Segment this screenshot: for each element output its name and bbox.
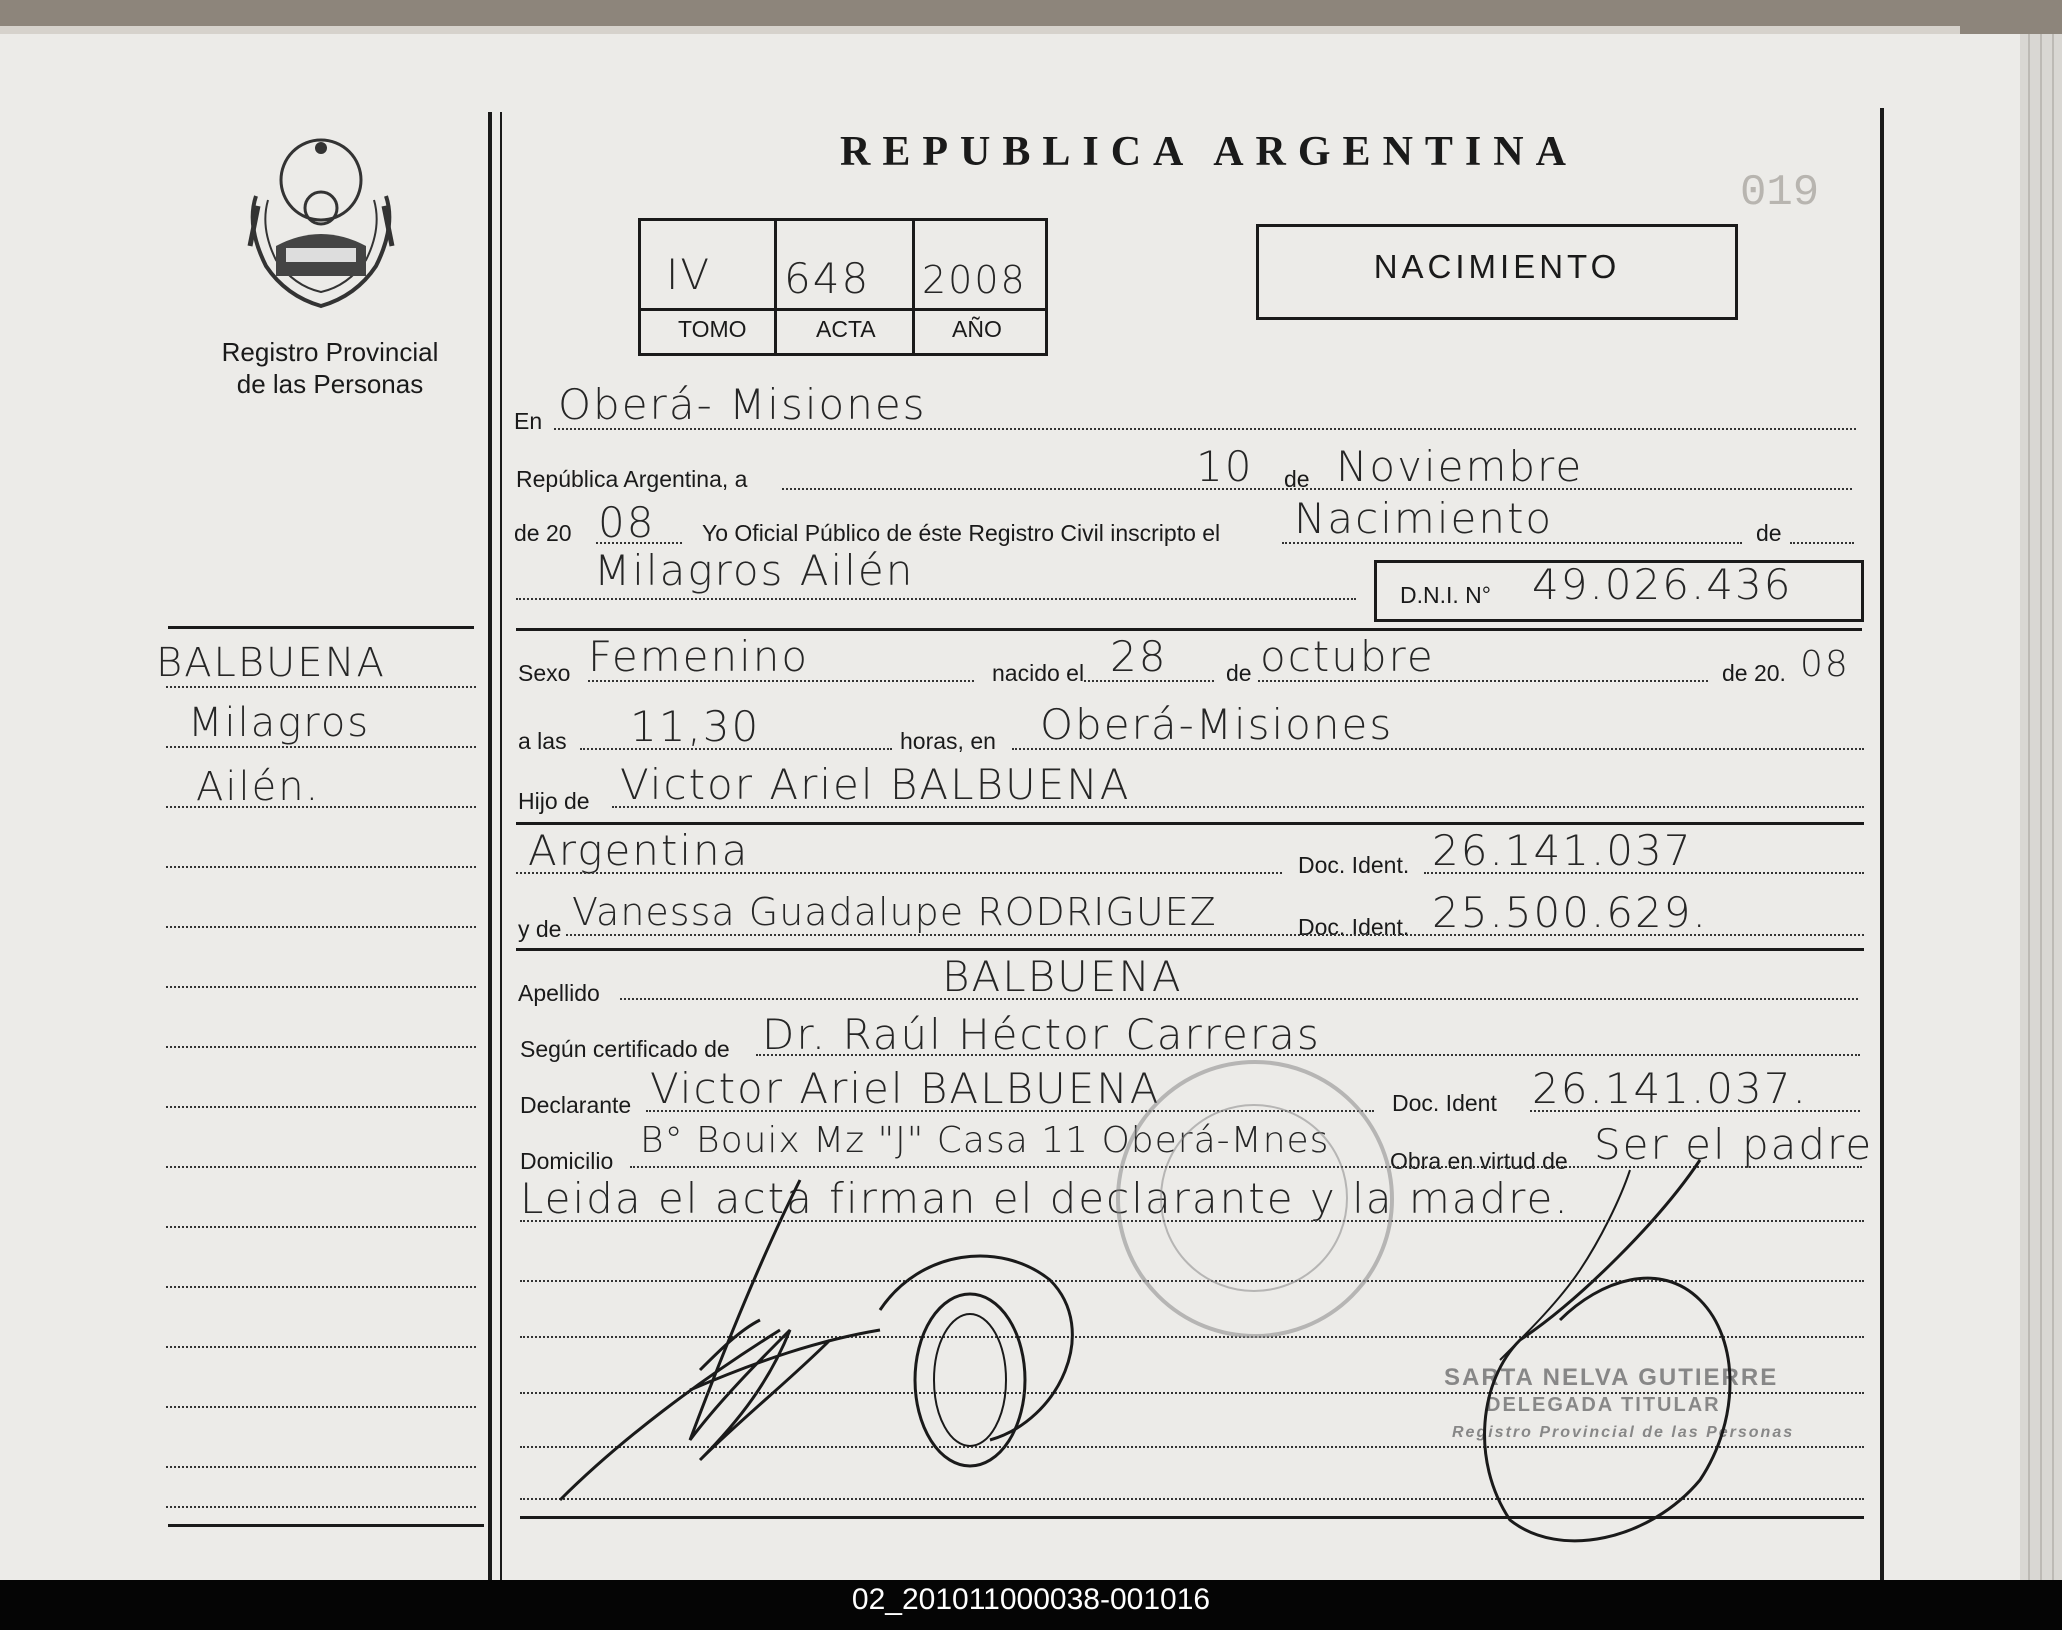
value-mes-nac: octubre xyxy=(1260,632,1435,681)
label-yo-oficial: Yo Oficial Público de éste Registro Civil inscripto el xyxy=(702,520,1221,546)
signature-loop xyxy=(915,1294,1025,1466)
label-de-end: de xyxy=(1756,520,1782,546)
value-sexo: Femenino xyxy=(588,632,810,681)
anio-value: 2008 xyxy=(922,258,1027,302)
value-anio-registro: 08 xyxy=(598,498,656,547)
value-anio-nac: 08 xyxy=(1800,644,1850,685)
label-a-las: a las xyxy=(518,728,567,754)
label-en: En xyxy=(514,408,543,434)
label-sexo: Sexo xyxy=(518,660,571,686)
value-madre: Vanessa Guadalupe RODRIGUEZ xyxy=(572,890,1217,934)
tomo-label: TOMO xyxy=(678,316,747,342)
value-declarante: Victor Ariel BALBUENA xyxy=(650,1064,1161,1113)
label-doc-ident2: Doc. Ident. xyxy=(1298,914,1410,940)
serial-number: 019 xyxy=(1740,168,1820,218)
label-doc-ident1: Doc. Ident. xyxy=(1298,852,1410,878)
value-certificado: Dr. Raúl Héctor Carreras xyxy=(762,1010,1321,1059)
official-name-stamp: SARTA NELVA GUTIERRE xyxy=(1444,1364,1779,1391)
margin-note-name: Milagros xyxy=(188,700,371,746)
record-type: NACIMIENTO xyxy=(1373,248,1621,285)
label-dni: D.N.I. N° xyxy=(1400,582,1491,608)
value-dia-nac: 28 xyxy=(1110,632,1168,681)
registro-label-line2: de las Personas xyxy=(236,369,424,399)
label-de: de xyxy=(1284,466,1310,492)
signature-madre xyxy=(1485,1160,1730,1541)
label-doc-ident3: Doc. Ident xyxy=(1392,1090,1497,1116)
tomo-value: IV xyxy=(666,250,712,299)
value-lectura: Leida el acta firman el declarante y la madre. xyxy=(520,1174,1570,1223)
value-obra-virtud: Ser el padre xyxy=(1594,1120,1874,1169)
acta-value: 648 xyxy=(784,254,871,303)
signature-declarante xyxy=(560,1180,880,1500)
value-doc-padre: 26.141.037 xyxy=(1432,826,1693,875)
value-apellido: BALBUENA xyxy=(942,952,1183,1001)
label-obra: Obra en virtud de xyxy=(1390,1148,1568,1174)
value-tipo-inscripcion: Nacimiento xyxy=(1294,494,1554,543)
value-dni: 49.026.436 xyxy=(1532,560,1793,609)
label-declarante: Declarante xyxy=(520,1092,632,1118)
official-org-stamp: Registro Provincial de las Personas xyxy=(1452,1424,1795,1441)
label-domicilio: Domicilio xyxy=(520,1148,614,1174)
signature-loop xyxy=(934,1314,1006,1446)
value-lugar-nac: Oberá-Misiones xyxy=(1040,700,1394,749)
value-doc-declarante: 26.141.037. xyxy=(1532,1064,1808,1113)
official-role-stamp: DELEGADA TITULAR xyxy=(1486,1394,1721,1416)
value-hora: 11,30 xyxy=(630,702,761,751)
label-republica: República Argentina, a xyxy=(516,466,748,492)
label-de20b: de 20. xyxy=(1722,660,1786,686)
anio-label: AÑO xyxy=(952,316,1002,342)
margin-note-surname: BALBUENA xyxy=(156,640,386,686)
value-dia-registro: 10 xyxy=(1196,442,1254,491)
value-nombre: Milagros Ailén xyxy=(594,546,915,595)
label-y-de: y de xyxy=(518,916,562,942)
label-de-mes: de xyxy=(1226,660,1252,686)
label-horas: horas, en xyxy=(900,728,996,754)
value-nacionalidad-padre: Argentina xyxy=(528,826,750,875)
label-apellido: Apellido xyxy=(518,980,600,1006)
value-mes-registro: Noviembre xyxy=(1336,442,1584,491)
registro-label-line1: Registro Provincial xyxy=(221,337,439,367)
page-title: REPUBLICA ARGENTINA xyxy=(840,129,1578,175)
label-nacido: nacido el xyxy=(992,660,1085,686)
acta-label: ACTA xyxy=(816,316,876,342)
value-domicilio: B° Bouix Mz "J" Casa 11 Oberá-Mnes xyxy=(640,1120,1330,1161)
value-padre: Victor Ariel BALBUENA xyxy=(620,760,1131,809)
signature-declarante-tail xyxy=(880,1256,1072,1440)
label-segun: Según certificado de xyxy=(520,1036,730,1062)
label-de20: de 20 xyxy=(514,520,572,546)
document-code: 02_201011000038-001016 xyxy=(851,1583,1211,1616)
label-hijo: Hijo de xyxy=(518,788,590,814)
margin-note-name2: Ailén. xyxy=(196,764,321,810)
value-lugar: Oberá- Misiones xyxy=(558,380,927,429)
value-doc-madre: 25.500.629. xyxy=(1432,888,1708,937)
